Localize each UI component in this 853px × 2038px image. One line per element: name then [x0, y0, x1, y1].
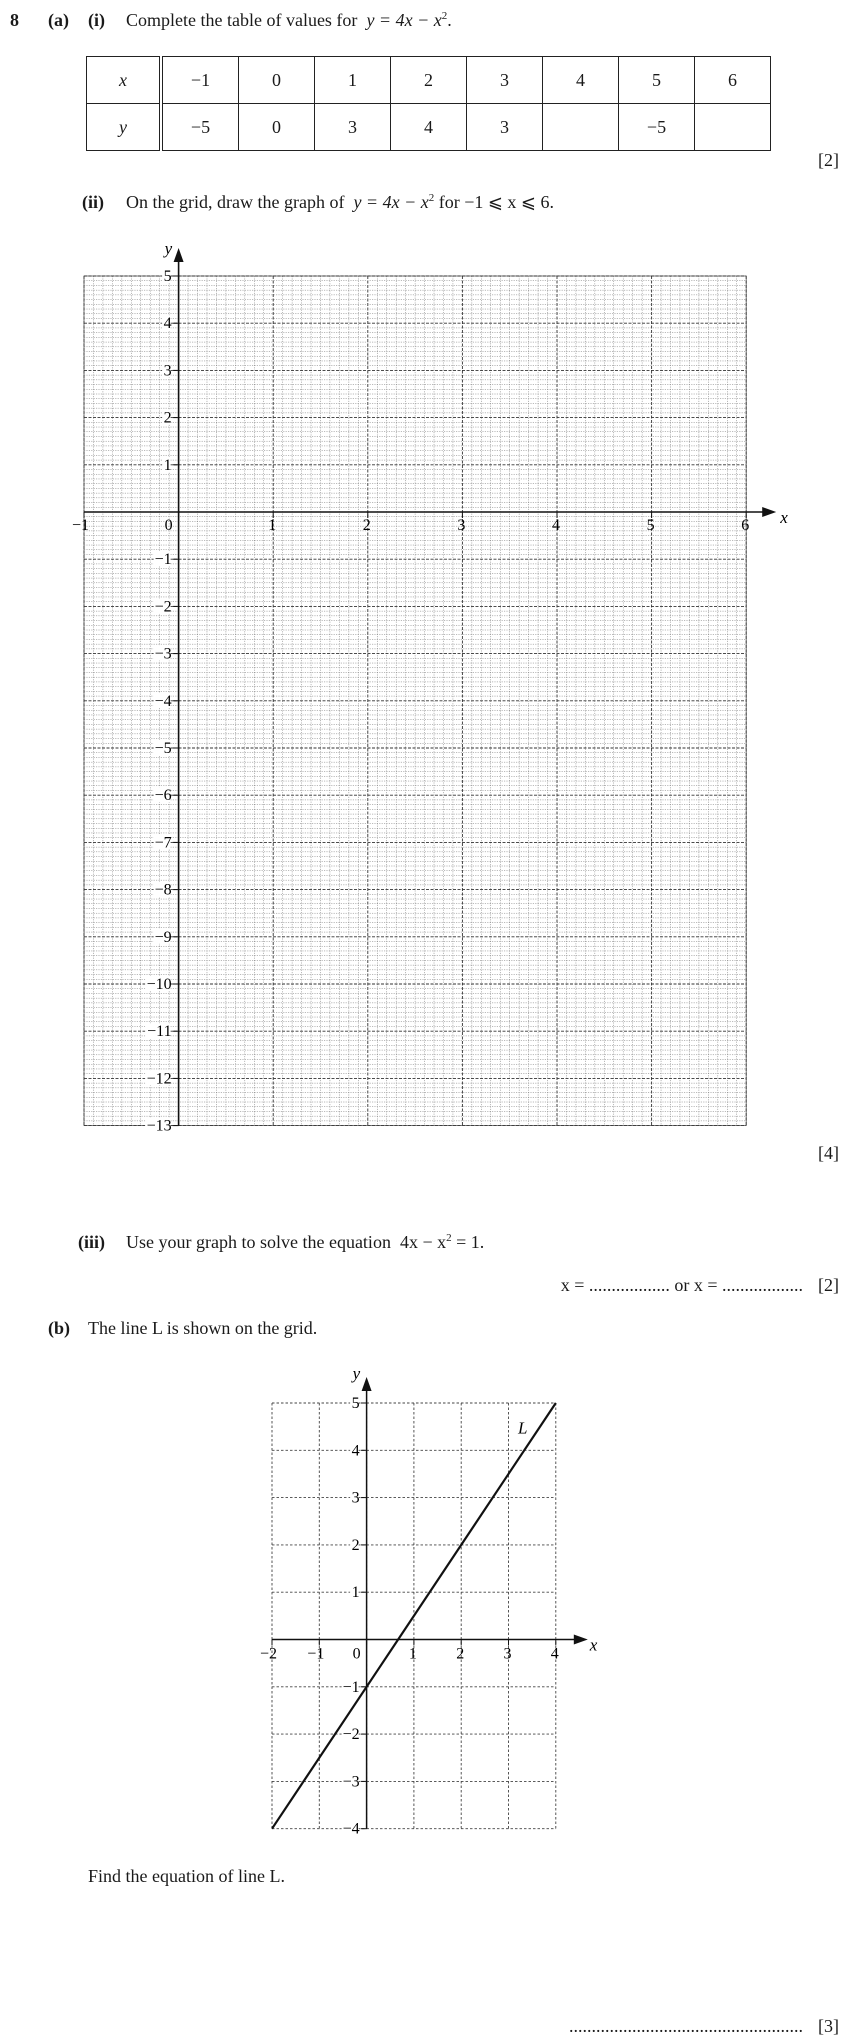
x-axis-arrow: [574, 1635, 588, 1645]
x-tick-label: 3: [503, 1645, 512, 1663]
x-tick-label: 1: [408, 1645, 417, 1663]
x-axis-label: x: [589, 1635, 598, 1655]
x-tick-label: 3: [457, 517, 466, 534]
table-header-y: y: [87, 104, 162, 151]
part-a-ii-instruction: On the grid, draw the graph of: [126, 192, 345, 212]
part-a-iii-equation: 4x − x: [399, 1232, 447, 1252]
part-a-iii-label: (iii): [78, 1232, 105, 1252]
table-cell-y: 0: [239, 104, 315, 151]
x-tick-label: −1: [307, 1645, 325, 1663]
y-tick-label: −1: [154, 551, 172, 569]
y-tick-label: 1: [163, 456, 172, 474]
part-a-iii-instruction: Use your graph to solve the equation: [126, 1232, 391, 1252]
marks-a-ii: [4]: [818, 1143, 839, 1163]
y-tick-label: −4: [154, 692, 172, 710]
x-axis-label: x: [780, 508, 788, 527]
y-tick-label: −7: [154, 834, 172, 852]
x-tick-label: 4: [550, 1645, 559, 1663]
answer-line-a-iii[interactable]: x = .................. or x = ..................: [560, 1275, 803, 1295]
question-number: 8: [10, 10, 19, 30]
x-tick-label: 6: [741, 517, 750, 534]
table-header-x: x: [87, 57, 162, 104]
y-tick-label: 5: [163, 268, 172, 285]
answer-line-b[interactable]: ....................................................: [569, 2016, 803, 2036]
y-tick-label: −10: [146, 976, 172, 993]
y-tick-label: −1: [342, 1678, 360, 1696]
x-tick-label: 1: [268, 517, 277, 534]
y-tick-label: 2: [351, 1536, 360, 1554]
x-tick-label: 5: [646, 517, 655, 534]
y-tick-label: −4: [342, 1820, 360, 1838]
y-tick-label: −13: [146, 1117, 172, 1135]
y-tick-label: −9: [154, 928, 172, 946]
y-tick-label: −12: [146, 1070, 172, 1088]
y-tick-label: −2: [342, 1726, 360, 1744]
part-a-i-instruction: Complete the table of values for: [126, 10, 358, 30]
y-tick-label: −2: [154, 598, 172, 616]
part-b-label: (b): [48, 1318, 70, 1338]
y-tick-label: −8: [154, 881, 172, 899]
part-a-iii-text: [126, 1232, 484, 1253]
y-tick-label: 3: [351, 1489, 360, 1507]
table-cell-y: 4: [391, 104, 467, 151]
x-tick-label: 2: [362, 517, 371, 534]
y-tick-label: −3: [154, 645, 172, 663]
graph-line-l: [0, 1340, 853, 1840]
y-axis-arrow: [362, 1377, 372, 1391]
table-cell-y: −5: [619, 104, 695, 151]
table-cell-x: 3: [467, 57, 543, 104]
table-cell-x: −1: [161, 57, 239, 104]
table-cell-y: 3: [467, 104, 543, 151]
y-tick-label: 2: [163, 409, 172, 427]
table-cell-y: 3: [315, 104, 391, 151]
part-b-text: The line L is shown on the grid.: [88, 1318, 318, 1338]
marks-b: [3]: [818, 2016, 839, 2036]
y-tick-label: 4: [163, 315, 172, 333]
part-a-ii-exponent: 2: [428, 192, 435, 204]
part-a-iii-exponent: 2: [446, 1232, 452, 1244]
y-tick-label: 3: [163, 362, 172, 380]
part-a-i-equation: y = 4x − x: [366, 10, 442, 30]
x-tick-label: 4: [552, 517, 560, 534]
table-cell-x: 6: [695, 57, 771, 104]
part-a-label: (a): [48, 10, 69, 30]
part-a-ii-range: for −1 ⩽ x ⩽ 6.: [438, 192, 555, 212]
table-cell-y: −5: [161, 104, 239, 151]
x-tick-label: 2: [456, 1645, 465, 1663]
y-tick-label: −3: [342, 1773, 360, 1791]
y-tick-label: 4: [351, 1442, 360, 1460]
y-tick-label: −5: [154, 740, 172, 757]
table-cell-x: 0: [239, 57, 315, 104]
x-tick-label: 0: [352, 1645, 361, 1663]
table-cell-x: 4: [543, 57, 619, 104]
y-tick-label: 1: [351, 1584, 360, 1602]
table-cell-x: 5: [619, 57, 695, 104]
y-axis-label: y: [352, 1364, 361, 1383]
y-axis-label: y: [164, 239, 173, 258]
part-a-ii-label: (ii): [82, 192, 104, 212]
x-tick-label: −2: [260, 1645, 278, 1663]
y-tick-label: 5: [351, 1395, 360, 1412]
x-axis-arrow: [762, 507, 776, 517]
y-axis-arrow: [174, 248, 184, 262]
marks-a-i: [2]: [818, 150, 839, 170]
part-a-i-label: (i): [88, 10, 105, 30]
y-tick-label: −6: [154, 787, 172, 805]
part-a-i-exponent: 2: [441, 10, 448, 22]
part-a-ii-equation: y = 4x − x: [353, 192, 429, 212]
table-cell-x: 2: [391, 57, 467, 104]
line-l-label: L: [517, 1418, 528, 1438]
part-a-iii-rhs: = 1.: [456, 1232, 485, 1252]
part-a-i-end: .: [447, 10, 452, 30]
y-tick-label: −11: [147, 1023, 172, 1041]
table-cell-x: 1: [315, 57, 391, 104]
x-tick-label: 0: [164, 517, 173, 534]
marks-a-iii: [2]: [818, 1275, 839, 1295]
part-b-prompt: Find the equation of line L.: [88, 1866, 285, 1886]
x-tick-label: −1: [72, 517, 90, 534]
